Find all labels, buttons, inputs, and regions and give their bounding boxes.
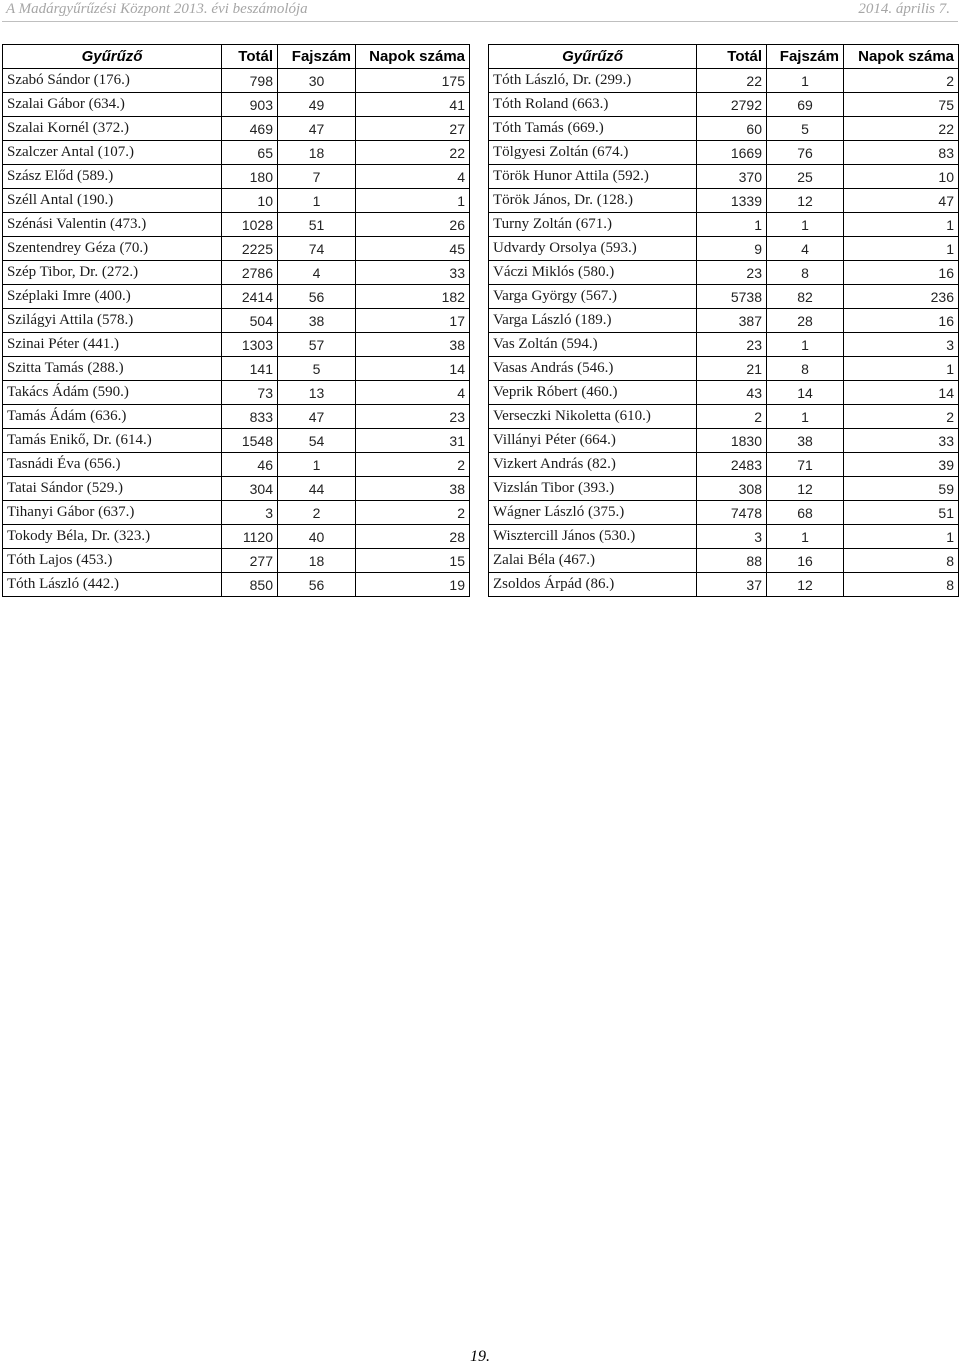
cell-days: 28 — [356, 525, 470, 549]
column-header-days: Napok száma — [844, 45, 959, 69]
cell-ringer-name: Verseczki Nikoletta (610.) — [489, 405, 697, 429]
cell-days: 1 — [844, 525, 959, 549]
cell-species-count: 68 — [767, 501, 844, 525]
cell-ringer-name: Török János, Dr. (128.) — [489, 189, 697, 213]
cell-species-count: 57 — [278, 333, 356, 357]
table-row — [3, 117, 470, 141]
cell-total: 277 — [222, 549, 278, 573]
cell-days: 2 — [356, 453, 470, 477]
cell-ringer-name: Széll Antal (190.) — [3, 189, 222, 213]
cell-days: 16 — [844, 261, 959, 285]
cell-ringer-name: Szalai Kornél (372.) — [3, 117, 222, 141]
cell-species-count: 4 — [278, 261, 356, 285]
table-row — [489, 573, 959, 597]
cell-species-count: 16 — [767, 549, 844, 573]
cell-ringer-name: Szitta Tamás (288.) — [3, 357, 222, 381]
cell-days: 41 — [356, 93, 470, 117]
table-row — [3, 405, 470, 429]
cell-total: 73 — [222, 381, 278, 405]
cell-ringer-name: Wisztercill János (530.) — [489, 525, 697, 549]
cell-total: 304 — [222, 477, 278, 501]
cell-total: 850 — [222, 573, 278, 597]
table-row — [489, 93, 959, 117]
cell-days: 3 — [844, 333, 959, 357]
cell-days: 175 — [356, 69, 470, 93]
cell-ringer-name: Tóth Lajos (453.) — [3, 549, 222, 573]
cell-days: 4 — [356, 165, 470, 189]
cell-ringer-name: Varga László (189.) — [489, 309, 697, 333]
cell-ringer-name: Szinai Péter (441.) — [3, 333, 222, 357]
cell-ringer-name: Váczi Miklós (580.) — [489, 261, 697, 285]
table-row — [3, 525, 470, 549]
cell-days: 19 — [356, 573, 470, 597]
cell-total: 1120 — [222, 525, 278, 549]
table-row — [3, 501, 470, 525]
column-header-species: Fajszám — [278, 45, 356, 69]
cell-ringer-name: Széplaki Imre (400.) — [3, 285, 222, 309]
cell-species-count: 49 — [278, 93, 356, 117]
table-header-row — [489, 45, 959, 69]
cell-species-count: 38 — [278, 309, 356, 333]
table-row — [3, 165, 470, 189]
cell-species-count: 12 — [767, 573, 844, 597]
cell-days: 45 — [356, 237, 470, 261]
cell-ringer-name: Szép Tibor, Dr. (272.) — [3, 261, 222, 285]
table-row — [489, 69, 959, 93]
header-divider — [2, 21, 958, 22]
cell-species-count: 47 — [278, 405, 356, 429]
cell-days: 33 — [356, 261, 470, 285]
table-row — [3, 357, 470, 381]
cell-species-count: 44 — [278, 477, 356, 501]
table-header-row — [3, 45, 470, 69]
cell-days: 26 — [356, 213, 470, 237]
cell-days: 39 — [844, 453, 959, 477]
cell-ringer-name: Zalai Béla (467.) — [489, 549, 697, 573]
cell-species-count: 18 — [278, 141, 356, 165]
table-row — [3, 189, 470, 213]
cell-ringer-name: Vizkert András (82.) — [489, 453, 697, 477]
cell-species-count: 25 — [767, 165, 844, 189]
ringer-table-right — [488, 44, 959, 597]
table-row — [3, 309, 470, 333]
cell-species-count: 5 — [278, 357, 356, 381]
cell-total: 2225 — [222, 237, 278, 261]
cell-ringer-name: Szentendrey Géza (70.) — [3, 237, 222, 261]
running-header-title: A Madárgyűrűzési Központ 2013. évi beszámolója — [6, 1, 308, 17]
cell-ringer-name: Udvardy Orsolya (593.) — [489, 237, 697, 261]
table-row — [489, 165, 959, 189]
table-row — [489, 453, 959, 477]
table-row — [3, 453, 470, 477]
cell-days: 75 — [844, 93, 959, 117]
cell-total: 798 — [222, 69, 278, 93]
cell-ringer-name: Varga György (567.) — [489, 285, 697, 309]
cell-ringer-name: Vas Zoltán (594.) — [489, 333, 697, 357]
cell-days: 1 — [844, 213, 959, 237]
cell-days: 22 — [356, 141, 470, 165]
cell-days: 23 — [356, 405, 470, 429]
table-row — [489, 477, 959, 501]
cell-total: 10 — [222, 189, 278, 213]
table-row — [489, 429, 959, 453]
running-header-date: 2014. április 7. — [858, 1, 950, 17]
cell-days: 38 — [356, 477, 470, 501]
cell-days: 1 — [356, 189, 470, 213]
cell-ringer-name: Tóth Roland (663.) — [489, 93, 697, 117]
cell-ringer-name: Zsoldos Árpád (86.) — [489, 573, 697, 597]
table-row — [489, 237, 959, 261]
cell-days: 10 — [844, 165, 959, 189]
cell-species-count: 1 — [767, 333, 844, 357]
table-row — [489, 501, 959, 525]
cell-species-count: 13 — [278, 381, 356, 405]
cell-species-count: 76 — [767, 141, 844, 165]
cell-ringer-name: Török Hunor Attila (592.) — [489, 165, 697, 189]
cell-days: 51 — [844, 501, 959, 525]
cell-species-count: 8 — [767, 261, 844, 285]
cell-species-count: 1 — [767, 213, 844, 237]
cell-species-count: 82 — [767, 285, 844, 309]
cell-total: 3 — [222, 501, 278, 525]
cell-total: 2 — [697, 405, 767, 429]
column-header-species: Fajszám — [767, 45, 844, 69]
cell-total: 308 — [697, 477, 767, 501]
cell-species-count: 54 — [278, 429, 356, 453]
cell-species-count: 7 — [278, 165, 356, 189]
cell-days: 16 — [844, 309, 959, 333]
cell-species-count: 28 — [767, 309, 844, 333]
cell-total: 5738 — [697, 285, 767, 309]
table-row — [489, 525, 959, 549]
cell-total: 1669 — [697, 141, 767, 165]
cell-species-count: 2 — [278, 501, 356, 525]
table-row — [489, 213, 959, 237]
cell-species-count: 30 — [278, 69, 356, 93]
cell-days: 14 — [844, 381, 959, 405]
table-row — [489, 309, 959, 333]
cell-ringer-name: Vasas András (546.) — [489, 357, 697, 381]
cell-ringer-name: Tokody Béla, Dr. (323.) — [3, 525, 222, 549]
cell-species-count: 56 — [278, 285, 356, 309]
cell-ringer-name: Tóth Tamás (669.) — [489, 117, 697, 141]
cell-species-count: 74 — [278, 237, 356, 261]
cell-total: 1339 — [697, 189, 767, 213]
cell-total: 2786 — [222, 261, 278, 285]
cell-species-count: 51 — [278, 213, 356, 237]
cell-total: 833 — [222, 405, 278, 429]
table-row — [3, 333, 470, 357]
cell-total: 903 — [222, 93, 278, 117]
cell-total: 1830 — [697, 429, 767, 453]
table-row — [489, 141, 959, 165]
table-row — [489, 405, 959, 429]
cell-total: 65 — [222, 141, 278, 165]
cell-ringer-name: Szabó Sándor (176.) — [3, 69, 222, 93]
cell-days: 8 — [844, 549, 959, 573]
table-row — [489, 285, 959, 309]
cell-total: 60 — [697, 117, 767, 141]
column-header-ringer: Gyűrűző — [489, 45, 697, 69]
cell-total: 23 — [697, 333, 767, 357]
column-header-days: Napok száma — [356, 45, 470, 69]
cell-days: 47 — [844, 189, 959, 213]
table-row — [3, 285, 470, 309]
cell-days: 4 — [356, 381, 470, 405]
cell-ringer-name: Szász Előd (589.) — [3, 165, 222, 189]
table-row — [489, 261, 959, 285]
cell-total: 43 — [697, 381, 767, 405]
cell-species-count: 69 — [767, 93, 844, 117]
table-row — [489, 381, 959, 405]
cell-total: 370 — [697, 165, 767, 189]
cell-ringer-name: Tamás Enikő, Dr. (614.) — [3, 429, 222, 453]
cell-species-count: 8 — [767, 357, 844, 381]
cell-species-count: 38 — [767, 429, 844, 453]
cell-species-count: 5 — [767, 117, 844, 141]
table-row — [3, 381, 470, 405]
cell-species-count: 12 — [767, 477, 844, 501]
cell-days: 83 — [844, 141, 959, 165]
cell-total: 1548 — [222, 429, 278, 453]
page-number: 19. — [470, 1348, 490, 1365]
table-row — [3, 477, 470, 501]
cell-total: 504 — [222, 309, 278, 333]
cell-days: 33 — [844, 429, 959, 453]
cell-ringer-name: Tóth László, Dr. (299.) — [489, 69, 697, 93]
cell-ringer-name: Takács Ádám (590.) — [3, 381, 222, 405]
table-row — [3, 261, 470, 285]
cell-days: 22 — [844, 117, 959, 141]
cell-days: 17 — [356, 309, 470, 333]
cell-species-count: 71 — [767, 453, 844, 477]
cell-days: 15 — [356, 549, 470, 573]
cell-days: 236 — [844, 285, 959, 309]
table-row — [489, 357, 959, 381]
cell-ringer-name: Tatai Sándor (529.) — [3, 477, 222, 501]
cell-ringer-name: Tamás Ádám (636.) — [3, 405, 222, 429]
ringer-table-left — [2, 44, 470, 597]
cell-species-count: 4 — [767, 237, 844, 261]
cell-days: 2 — [356, 501, 470, 525]
cell-days: 2 — [844, 69, 959, 93]
cell-ringer-name: Wágner László (375.) — [489, 501, 697, 525]
table-row — [3, 429, 470, 453]
table-row — [3, 573, 470, 597]
cell-species-count: 12 — [767, 189, 844, 213]
cell-total: 3 — [697, 525, 767, 549]
cell-total: 2483 — [697, 453, 767, 477]
cell-days: 1 — [844, 237, 959, 261]
cell-species-count: 1 — [767, 525, 844, 549]
cell-total: 387 — [697, 309, 767, 333]
table-row — [489, 117, 959, 141]
cell-ringer-name: Tóth László (442.) — [3, 573, 222, 597]
cell-ringer-name: Tasnádi Éva (656.) — [3, 453, 222, 477]
cell-total: 1028 — [222, 213, 278, 237]
column-header-total: Totál — [222, 45, 278, 69]
table-row — [3, 141, 470, 165]
cell-ringer-name: Szilágyi Attila (578.) — [3, 309, 222, 333]
cell-total: 22 — [697, 69, 767, 93]
table-row — [3, 237, 470, 261]
cell-ringer-name: Vizslán Tibor (393.) — [489, 477, 697, 501]
cell-species-count: 14 — [767, 381, 844, 405]
cell-ringer-name: Veprik Róbert (460.) — [489, 381, 697, 405]
cell-species-count: 1 — [278, 453, 356, 477]
table-row — [3, 549, 470, 573]
cell-species-count: 1 — [278, 189, 356, 213]
cell-total: 21 — [697, 357, 767, 381]
cell-total: 469 — [222, 117, 278, 141]
cell-ringer-name: Villányi Péter (664.) — [489, 429, 697, 453]
cell-species-count: 1 — [767, 69, 844, 93]
cell-days: 31 — [356, 429, 470, 453]
cell-total: 37 — [697, 573, 767, 597]
cell-ringer-name: Szalai Gábor (634.) — [3, 93, 222, 117]
cell-species-count: 1 — [767, 405, 844, 429]
cell-days: 182 — [356, 285, 470, 309]
cell-total: 7478 — [697, 501, 767, 525]
cell-ringer-name: Szalczer Antal (107.) — [3, 141, 222, 165]
cell-total: 141 — [222, 357, 278, 381]
table-row — [489, 549, 959, 573]
cell-total: 180 — [222, 165, 278, 189]
cell-days: 59 — [844, 477, 959, 501]
cell-total: 46 — [222, 453, 278, 477]
cell-total: 88 — [697, 549, 767, 573]
cell-species-count: 40 — [278, 525, 356, 549]
cell-days: 27 — [356, 117, 470, 141]
cell-total: 2792 — [697, 93, 767, 117]
cell-total: 1 — [697, 213, 767, 237]
cell-total: 9 — [697, 237, 767, 261]
cell-days: 8 — [844, 573, 959, 597]
cell-ringer-name: Tihanyi Gábor (637.) — [3, 501, 222, 525]
cell-total: 2414 — [222, 285, 278, 309]
cell-ringer-name: Tölgyesi Zoltán (674.) — [489, 141, 697, 165]
cell-days: 1 — [844, 357, 959, 381]
table-row — [3, 213, 470, 237]
table-row — [3, 93, 470, 117]
cell-total: 23 — [697, 261, 767, 285]
cell-species-count: 18 — [278, 549, 356, 573]
cell-species-count: 47 — [278, 117, 356, 141]
table-row — [489, 189, 959, 213]
cell-ringer-name: Turny Zoltán (671.) — [489, 213, 697, 237]
cell-days: 2 — [844, 405, 959, 429]
cell-days: 14 — [356, 357, 470, 381]
table-row — [489, 333, 959, 357]
column-header-total: Totál — [697, 45, 767, 69]
cell-species-count: 56 — [278, 573, 356, 597]
table-row — [3, 69, 470, 93]
cell-total: 1303 — [222, 333, 278, 357]
cell-days: 38 — [356, 333, 470, 357]
column-header-ringer: Gyűrűző — [3, 45, 222, 69]
cell-ringer-name: Szénási Valentin (473.) — [3, 213, 222, 237]
